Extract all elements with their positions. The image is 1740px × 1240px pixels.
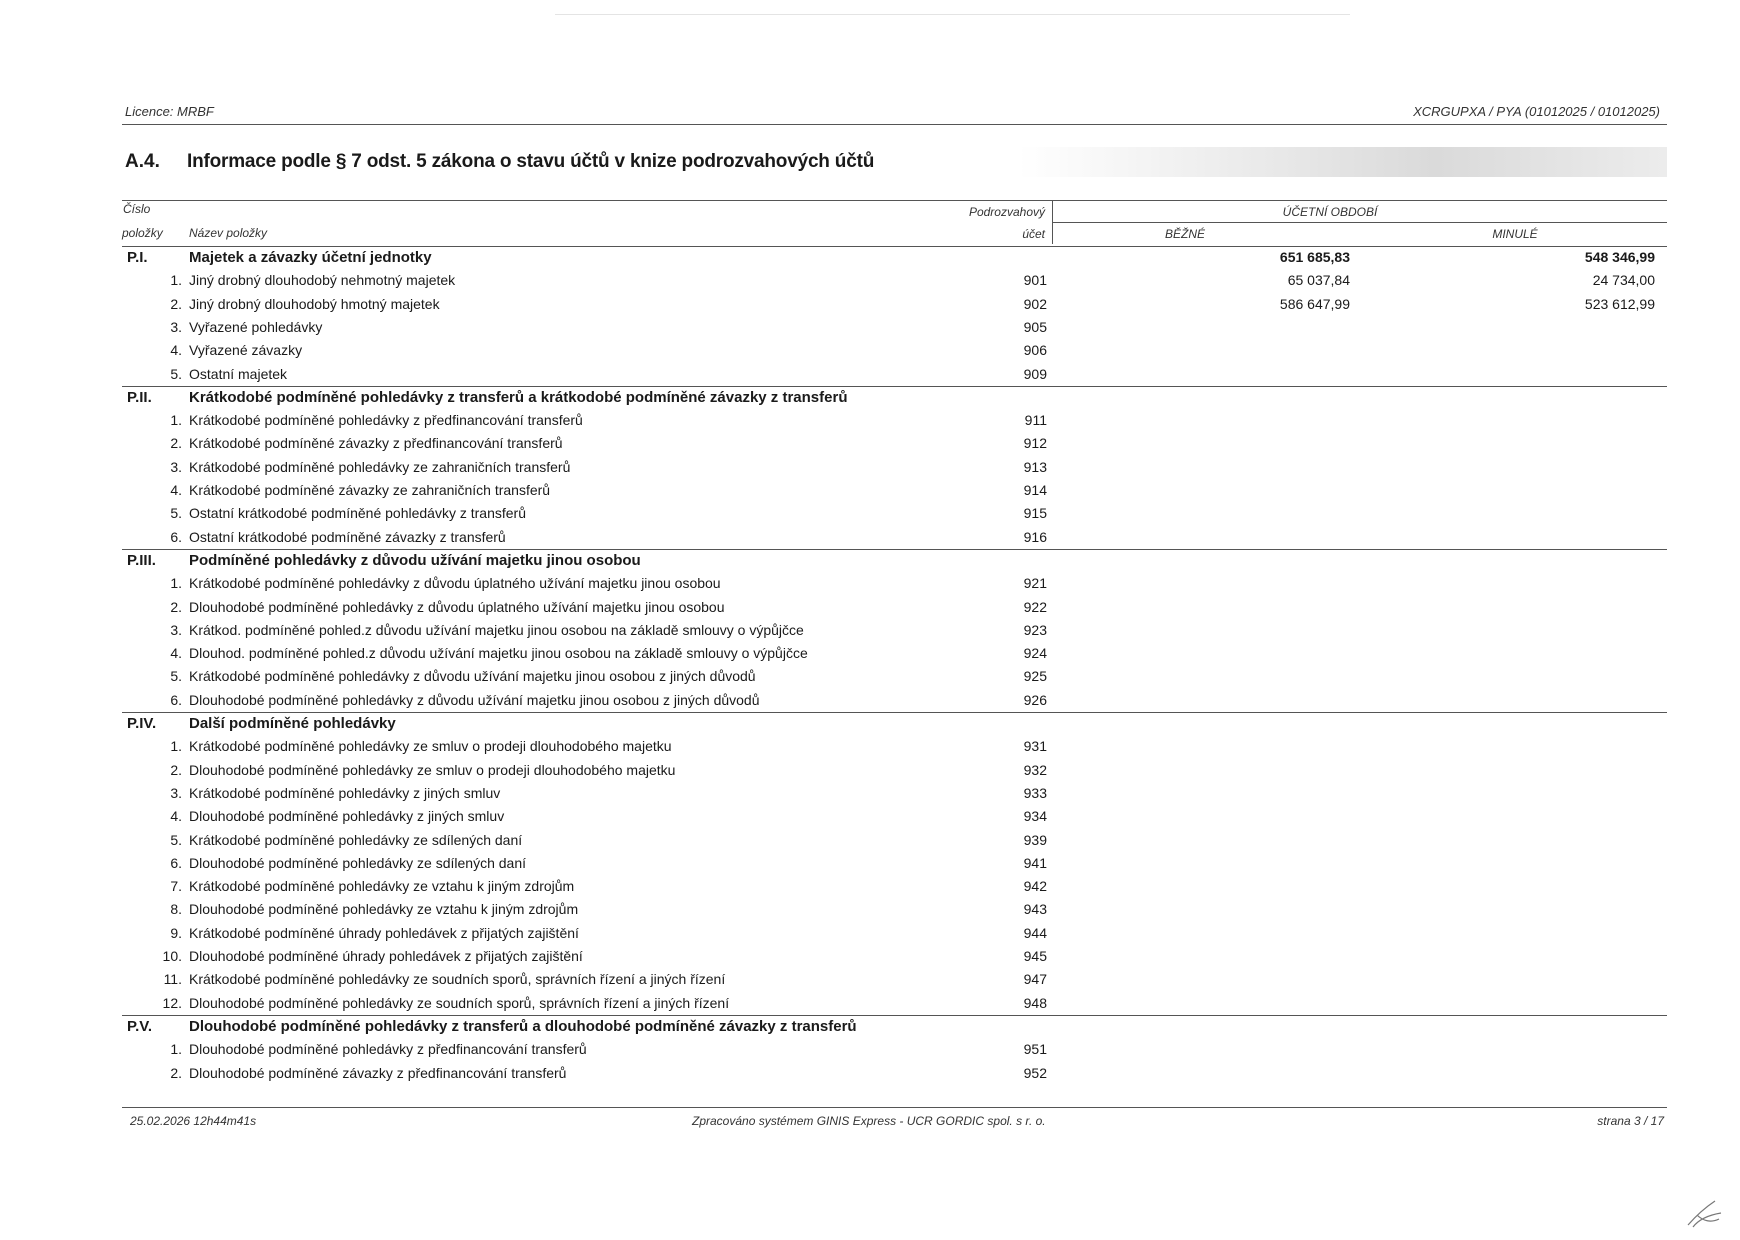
section-code: A.4. <box>125 151 160 172</box>
row-account: 951 <box>1023 1041 1047 1058</box>
row-code: P.IV. <box>127 715 157 732</box>
row-number: 2. <box>170 435 182 452</box>
row-number: 2. <box>170 295 182 312</box>
table-row <box>0 572 1740 595</box>
row-code: P.III. <box>127 551 156 569</box>
row-account: 942 <box>1023 878 1047 895</box>
row-account: 905 <box>1023 318 1047 335</box>
row-name: Krátkodobé podmíněné pohledávky ze sdílených daní <box>189 831 523 848</box>
section-title: Informace podle § 7 odst. 5 zákona o stavu účtů v knize podrozvahových účtů <box>187 151 875 172</box>
table-row <box>0 735 1740 758</box>
header-rule <box>122 124 1667 125</box>
row-current: 65 037,84 <box>1287 272 1350 289</box>
row-account: 906 <box>1023 342 1047 359</box>
row-number: 11. <box>163 971 182 988</box>
col-nazev: Název položky <box>189 226 268 240</box>
row-name: Dlouhodobé podmíněné pohledávky z transferů a dlouhodobé podmíněné závazky z transferů <box>189 1017 857 1035</box>
table-row <box>0 992 1740 1015</box>
row-current: 651 685,83 <box>1279 249 1350 265</box>
table-row <box>0 363 1740 386</box>
row-name: Krátkodobé podmíněné pohledávky ze soudních sporů, správních řízení a jiných řízení <box>189 971 726 988</box>
row-number: 3. <box>170 458 182 475</box>
row-number: 6. <box>170 691 182 708</box>
row-name: Ostatní krátkodobé podmíněné závazky z transferů <box>189 528 506 545</box>
row-name: Krátkodobé podmíněné závazky ze zahraničních transferů <box>189 482 551 498</box>
row-name: Dlouhodobé podmíněné pohledávky z předfinancování transferů <box>189 1041 587 1058</box>
row-name: Ostatní krátkodobé podmíněné pohledávky z transferů <box>189 505 526 522</box>
row-name: Dlouhodobé podmíněné závazky z předfinancování transferů <box>189 1064 567 1081</box>
row-account: 914 <box>1023 482 1047 498</box>
row-number: 2. <box>170 1064 182 1081</box>
col-cislo: Číslo <box>123 202 151 216</box>
row-number: 9. <box>170 924 182 941</box>
row-name: Jiný drobný dlouhodobý hmotný majetek <box>189 295 440 312</box>
table-row <box>0 665 1740 688</box>
table-row <box>0 805 1740 828</box>
row-number: 12. <box>162 994 182 1011</box>
row-number: 1. <box>170 272 182 289</box>
row-name: Krátkodobé podmíněné pohledávky ze zahraničních transferů <box>189 458 571 475</box>
row-name: Ostatní majetek <box>189 365 288 382</box>
row-name: Krátkodobé podmíněné pohledávky ze smluv o prodeji dlouhodobého majetku <box>189 738 672 755</box>
row-account: 909 <box>1023 365 1047 382</box>
row-account: 933 <box>1023 784 1047 801</box>
row-name: Krátkodobé podmíněné závazky z předfinancování transferů <box>189 435 563 452</box>
row-code: P.II. <box>127 388 152 406</box>
obdobi-rule <box>1052 222 1667 223</box>
table-row <box>0 526 1740 549</box>
group-row <box>0 386 1740 409</box>
row-account: 926 <box>1023 691 1047 708</box>
row-account: 902 <box>1023 295 1047 312</box>
row-name: Dlouhodobé podmíněné pohledávky ze smluv o prodeji dlouhodobého majetku <box>189 761 676 778</box>
col-minule: MINULÉ <box>1492 227 1538 241</box>
row-number: 5. <box>170 668 182 685</box>
row-name: Krátkodobé podmíněné pohledávky z důvodu užívání majetku jinou osobou z jiných důvodů <box>189 668 756 685</box>
group-row <box>0 1015 1740 1038</box>
row-name: Dlouhodobé podmíněné pohledávky ze sdílených daní <box>189 854 527 871</box>
table-row <box>0 1062 1740 1085</box>
footer-processed-by: Zpracováno systémem GINIS Express - UCR GORDIC spol. s r. o. <box>692 1114 1046 1128</box>
row-number: 5. <box>170 831 182 848</box>
row-name: Jiný drobný dlouhodobý nehmotný majetek <box>189 272 456 289</box>
table-row <box>0 479 1740 502</box>
row-number: 5. <box>170 365 182 382</box>
row-name: Krátkodobé podmíněné pohledávky z předfinancování transferů <box>189 412 583 429</box>
row-number: 2. <box>170 598 182 615</box>
row-name: Podmíněné pohledávky z důvodu užívání majetku jinou osobou <box>189 551 641 569</box>
table-row <box>0 432 1740 455</box>
row-account: 925 <box>1023 668 1047 685</box>
row-name: Vyřazené závazky <box>189 342 303 359</box>
row-account: 939 <box>1023 831 1047 848</box>
table-row <box>0 922 1740 945</box>
top-scan-line <box>555 14 1350 15</box>
table-row <box>0 502 1740 525</box>
col-bezne: BĚŽNÉ <box>1164 227 1205 241</box>
row-account: 911 <box>1024 412 1047 429</box>
row-account: 923 <box>1023 621 1047 638</box>
table-row <box>0 339 1740 362</box>
row-account: 922 <box>1023 598 1047 615</box>
row-account: 921 <box>1023 575 1047 592</box>
row-name: Krátkodobé podmíněné pohledávky z transferů a krátkodobé podmíněné závazky z transferů <box>189 388 848 406</box>
row-account: 901 <box>1023 272 1047 289</box>
row-account: 924 <box>1023 645 1047 662</box>
table-row <box>0 782 1740 805</box>
row-name: Dlouhodobé podmíněné pohledávky ze soudních sporů, správních řízení a jiných řízení <box>189 994 730 1011</box>
row-account: 916 <box>1023 528 1047 545</box>
row-number: 3. <box>170 318 182 335</box>
row-name: Dlouhodobé podmíněné pohledávky z důvodu úplatného užívání majetku jinou osobou <box>189 598 725 615</box>
row-account: 947 <box>1023 971 1047 988</box>
table-row <box>0 945 1740 968</box>
row-number: 3. <box>170 784 182 801</box>
group-row <box>0 712 1740 735</box>
row-number: 4. <box>170 808 182 825</box>
row-account: 932 <box>1023 761 1047 778</box>
row-account: 952 <box>1023 1064 1047 1081</box>
table-row <box>0 596 1740 619</box>
row-account: 943 <box>1023 901 1047 918</box>
table-row <box>0 409 1740 432</box>
table-header-rule-top <box>122 200 1667 201</box>
footer-rule <box>122 1107 1667 1108</box>
row-number: 6. <box>170 854 182 871</box>
table-row <box>0 269 1740 292</box>
row-number: 2. <box>170 761 182 778</box>
table-row <box>0 875 1740 898</box>
row-current: 586 647,99 <box>1279 295 1350 312</box>
row-previous: 523 612,99 <box>1584 295 1655 312</box>
row-number: 1. <box>170 738 182 755</box>
licence-label: Licence: MRBF <box>125 104 214 119</box>
row-number: 7. <box>170 878 182 895</box>
row-number: 8. <box>170 901 182 918</box>
row-previous: 548 346,99 <box>1584 249 1655 265</box>
row-name: Dlouhodobé podmíněné pohledávky z jiných smluv <box>189 808 505 825</box>
row-account: 948 <box>1023 994 1047 1011</box>
table-row <box>0 759 1740 782</box>
table-row <box>0 642 1740 665</box>
signature-mark <box>1685 1195 1725 1230</box>
row-number: 1. <box>170 575 182 592</box>
table-row <box>0 829 1740 852</box>
row-account: 931 <box>1023 738 1047 755</box>
row-name: Vyřazené pohledávky <box>189 318 323 335</box>
table-row <box>0 852 1740 875</box>
row-number: 10. <box>162 948 182 964</box>
row-number: 4. <box>170 645 182 662</box>
row-number: 3. <box>170 621 182 638</box>
row-number: 4. <box>170 482 182 498</box>
row-account: 912 <box>1023 435 1047 452</box>
table-row <box>0 293 1740 316</box>
row-number: 4. <box>170 342 182 359</box>
col-polozky: položky <box>122 226 163 240</box>
table-row <box>0 968 1740 991</box>
table-row <box>0 689 1740 712</box>
row-account: 915 <box>1023 505 1047 522</box>
row-account: 944 <box>1023 924 1047 941</box>
row-account: 941 <box>1023 854 1047 871</box>
row-name: Krátkodobé podmíněné úhrady pohledávek z přijatých zajištění <box>189 924 579 941</box>
group-row <box>0 246 1740 269</box>
row-account: 913 <box>1023 458 1047 475</box>
table-row <box>0 1038 1740 1061</box>
row-name: Dlouhodobé podmíněné úhrady pohledávek z přijatých zajištění <box>189 948 583 964</box>
row-number: 1. <box>170 412 182 429</box>
row-name: Krátkodobé podmíněné pohledávky ze vztahu k jiným zdrojům <box>189 878 575 895</box>
row-previous: 24 734,00 <box>1592 272 1655 289</box>
row-account: 945 <box>1023 948 1047 964</box>
table-row <box>0 456 1740 479</box>
row-name: Dlouhod. podmíněné pohled.z důvodu užívání majetku jinou osobou na základě smlouvy o výpůjčce <box>189 645 808 662</box>
row-account: 934 <box>1023 808 1047 825</box>
table-row <box>0 316 1740 339</box>
row-name: Krátkodobé podmíněné pohledávky z jiných smluv <box>189 784 501 801</box>
row-number: 1. <box>170 1041 182 1058</box>
table-row <box>0 898 1740 921</box>
row-name: Další podmíněné pohledávky <box>189 715 396 732</box>
row-code: P.V. <box>127 1017 153 1035</box>
col-obdobi: ÚČETNÍ OBDOBÍ <box>1282 205 1378 219</box>
row-number: 5. <box>170 505 182 522</box>
footer-page: strana 3 / 17 <box>1597 1114 1664 1128</box>
group-row <box>0 549 1740 572</box>
row-name: Majetek a závazky účetní jednotky <box>189 249 432 266</box>
row-name: Dlouhodobé podmíněné pohledávky ze vztahu k jiným zdrojům <box>189 901 579 918</box>
row-code: P.I. <box>127 249 148 266</box>
row-name: Dlouhodobé podmíněné pohledávky z důvodu užívání majetku jinou osobou z jiných důvodů <box>189 691 760 708</box>
footer-timestamp: 25.02.2026 12h44m41s <box>130 1114 257 1128</box>
table-row <box>0 619 1740 642</box>
row-name: Krátkod. podmíněné pohled.z důvodu užívání majetku jinou osobou na základě smlouvy o výpůjčce <box>189 621 804 638</box>
col-ucet: účet <box>1022 227 1045 241</box>
row-name: Krátkodobé podmíněné pohledávky z důvodu úplatného užívání majetku jinou osobou <box>189 575 721 592</box>
col-podrozvahovy: Podrozvahový <box>968 205 1045 219</box>
report-id: XCRGUPXA / PYA (01012025 / 01012025) <box>1413 104 1660 119</box>
row-number: 6. <box>170 528 182 545</box>
